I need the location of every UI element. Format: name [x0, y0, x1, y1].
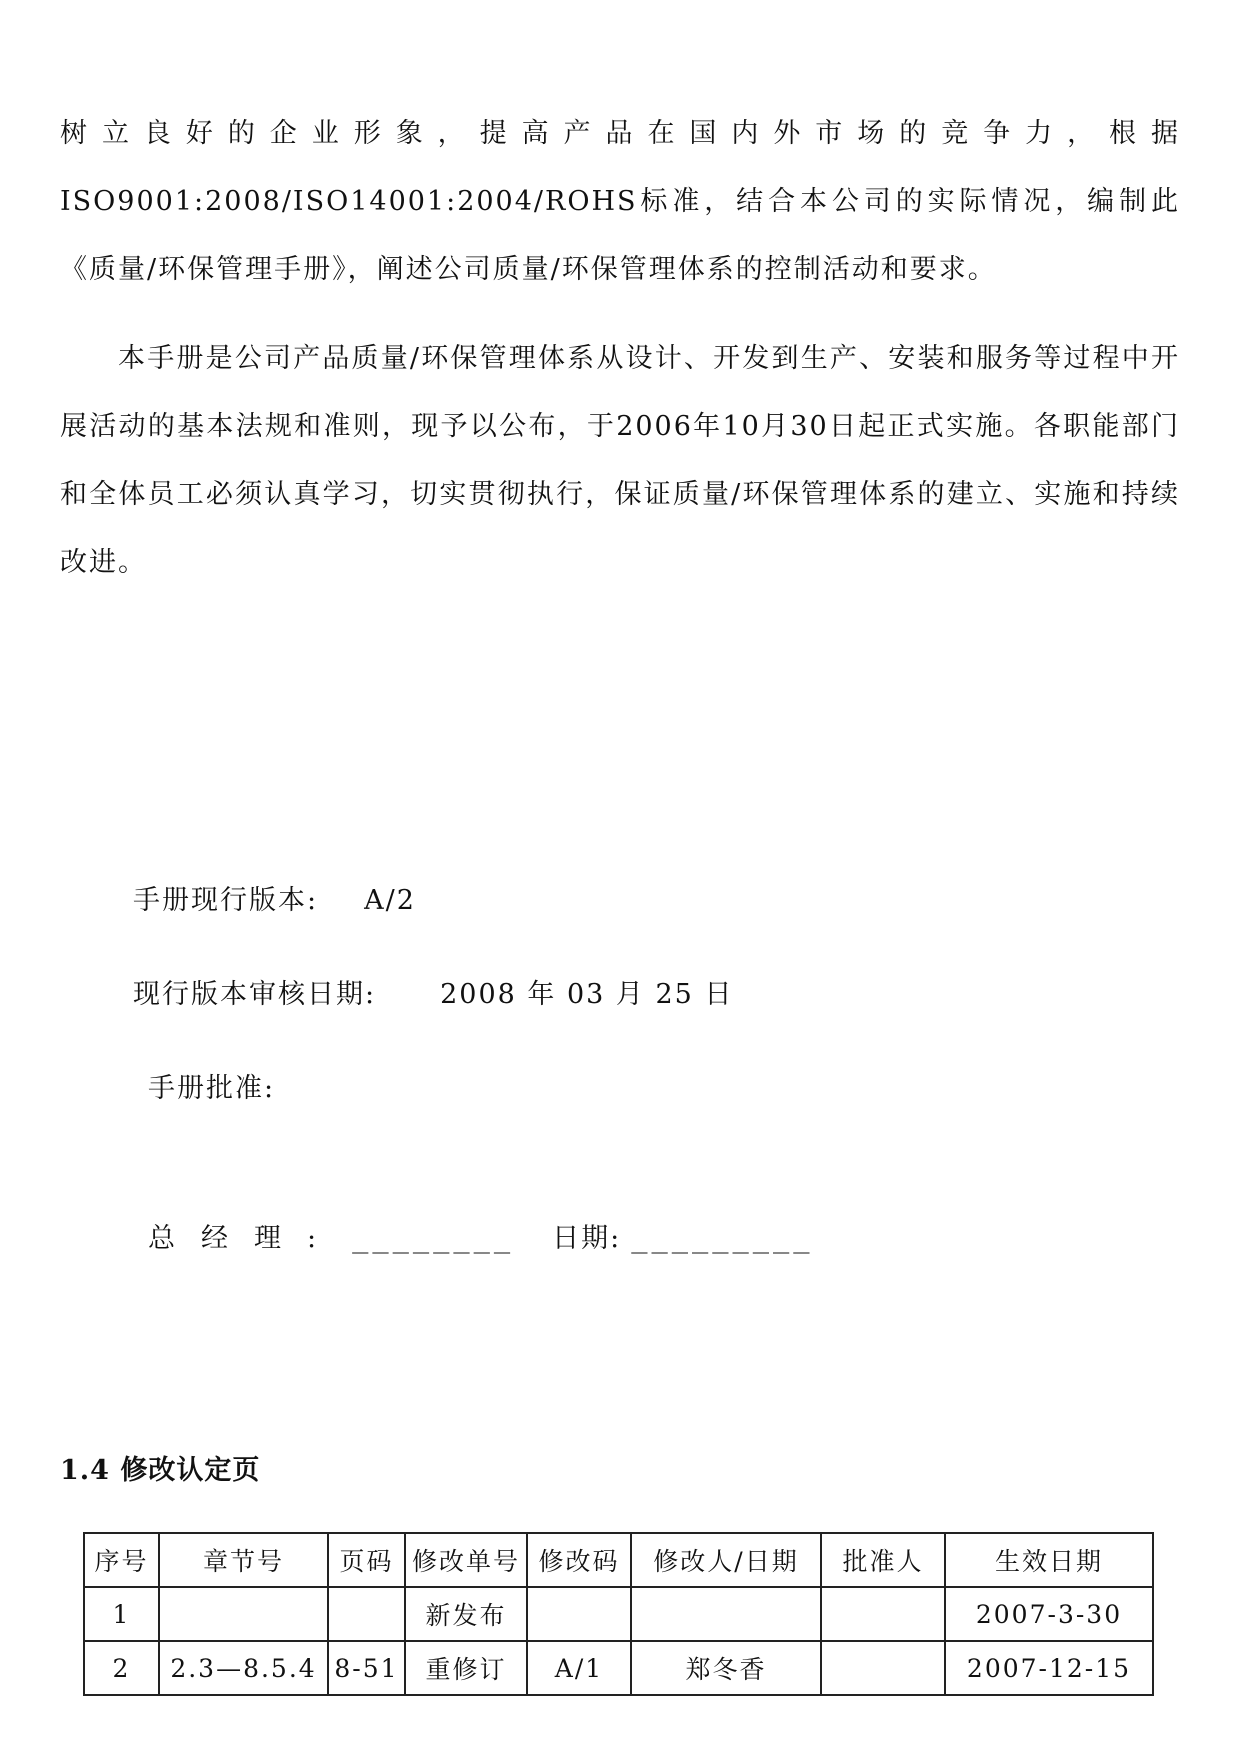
cell-approver	[821, 1641, 945, 1695]
signature-line	[148, 1216, 814, 1255]
manual-version-label: 手册现行版本:	[133, 885, 319, 916]
header-change-code: 修改码	[527, 1533, 631, 1587]
header-effective-date: 生效日期	[945, 1533, 1153, 1587]
header-change-order: 修改单号	[405, 1533, 527, 1587]
review-date-line	[133, 972, 733, 1011]
cell-serial: 2	[84, 1641, 159, 1695]
cell-change-order: 新发布	[405, 1587, 527, 1641]
manual-approval-label: 手册批准:	[148, 1073, 276, 1104]
header-page: 页码	[328, 1533, 405, 1587]
header-chapter: 章节号	[159, 1533, 328, 1587]
cell-page: 8-51	[328, 1641, 405, 1695]
sign-date-blank: _________	[631, 1223, 814, 1254]
cell-chapter	[159, 1587, 328, 1641]
header-serial: 序号	[84, 1533, 159, 1587]
sign-date-label: 日期:	[552, 1223, 622, 1254]
general-manager-signature-blank: ________	[352, 1223, 515, 1254]
cell-effective-date: 2007-3-30	[945, 1587, 1153, 1641]
cell-page	[328, 1587, 405, 1641]
general-manager-label: 总经理:	[148, 1223, 343, 1254]
table-row	[84, 1587, 1153, 1641]
cell-effective-date: 2007-12-15	[945, 1641, 1153, 1695]
revision-table-header	[84, 1533, 1153, 1587]
cell-change-order: 重修订	[405, 1641, 527, 1695]
manual-version-line	[133, 878, 416, 917]
cell-approver	[821, 1587, 945, 1641]
cell-change-code: A/1	[527, 1641, 631, 1695]
revision-table	[83, 1532, 1154, 1696]
header-approver: 批准人	[821, 1533, 945, 1587]
cell-modifier-date	[631, 1587, 821, 1641]
intro-paragraph-2: 本手册是公司产品质量/环保管理体系从设计、开发到生产、安装和服务等过程中开展活动的基本法规和准则，现予以公布，于2006年10月30日起正式实施。各职能部门和全体员工必须认真学习，切实贯彻执行，保证质量/环保管理体系的建立、实施和持续改进。	[60, 343, 1180, 578]
table-row	[84, 1641, 1153, 1695]
header-modifier-date: 修改人/日期	[631, 1533, 821, 1587]
review-date-label: 现行版本审核日期:	[133, 979, 377, 1010]
cell-modifier-date: 郑冬香	[631, 1641, 821, 1695]
cell-change-code	[527, 1587, 631, 1641]
intro-paragraph-1: 树立良好的企业形象，提高产品在国内外市场的竞争力，根据ISO9001:2008/ISO14001:2004/ROHS标准，结合本公司的实际情况，编制此《质量/环保管理手册》，阐述公司质量/环保管理体系的控制活动和要求。	[60, 118, 1180, 285]
section-title: 1.4 修改认定页	[60, 1455, 261, 1486]
review-date-value: 2008 年 03 月 25 日	[440, 979, 734, 1010]
manual-version-value: A/2	[364, 885, 416, 916]
cell-chapter: 2.3—8.5.4	[159, 1641, 328, 1695]
cell-serial: 1	[84, 1587, 159, 1641]
